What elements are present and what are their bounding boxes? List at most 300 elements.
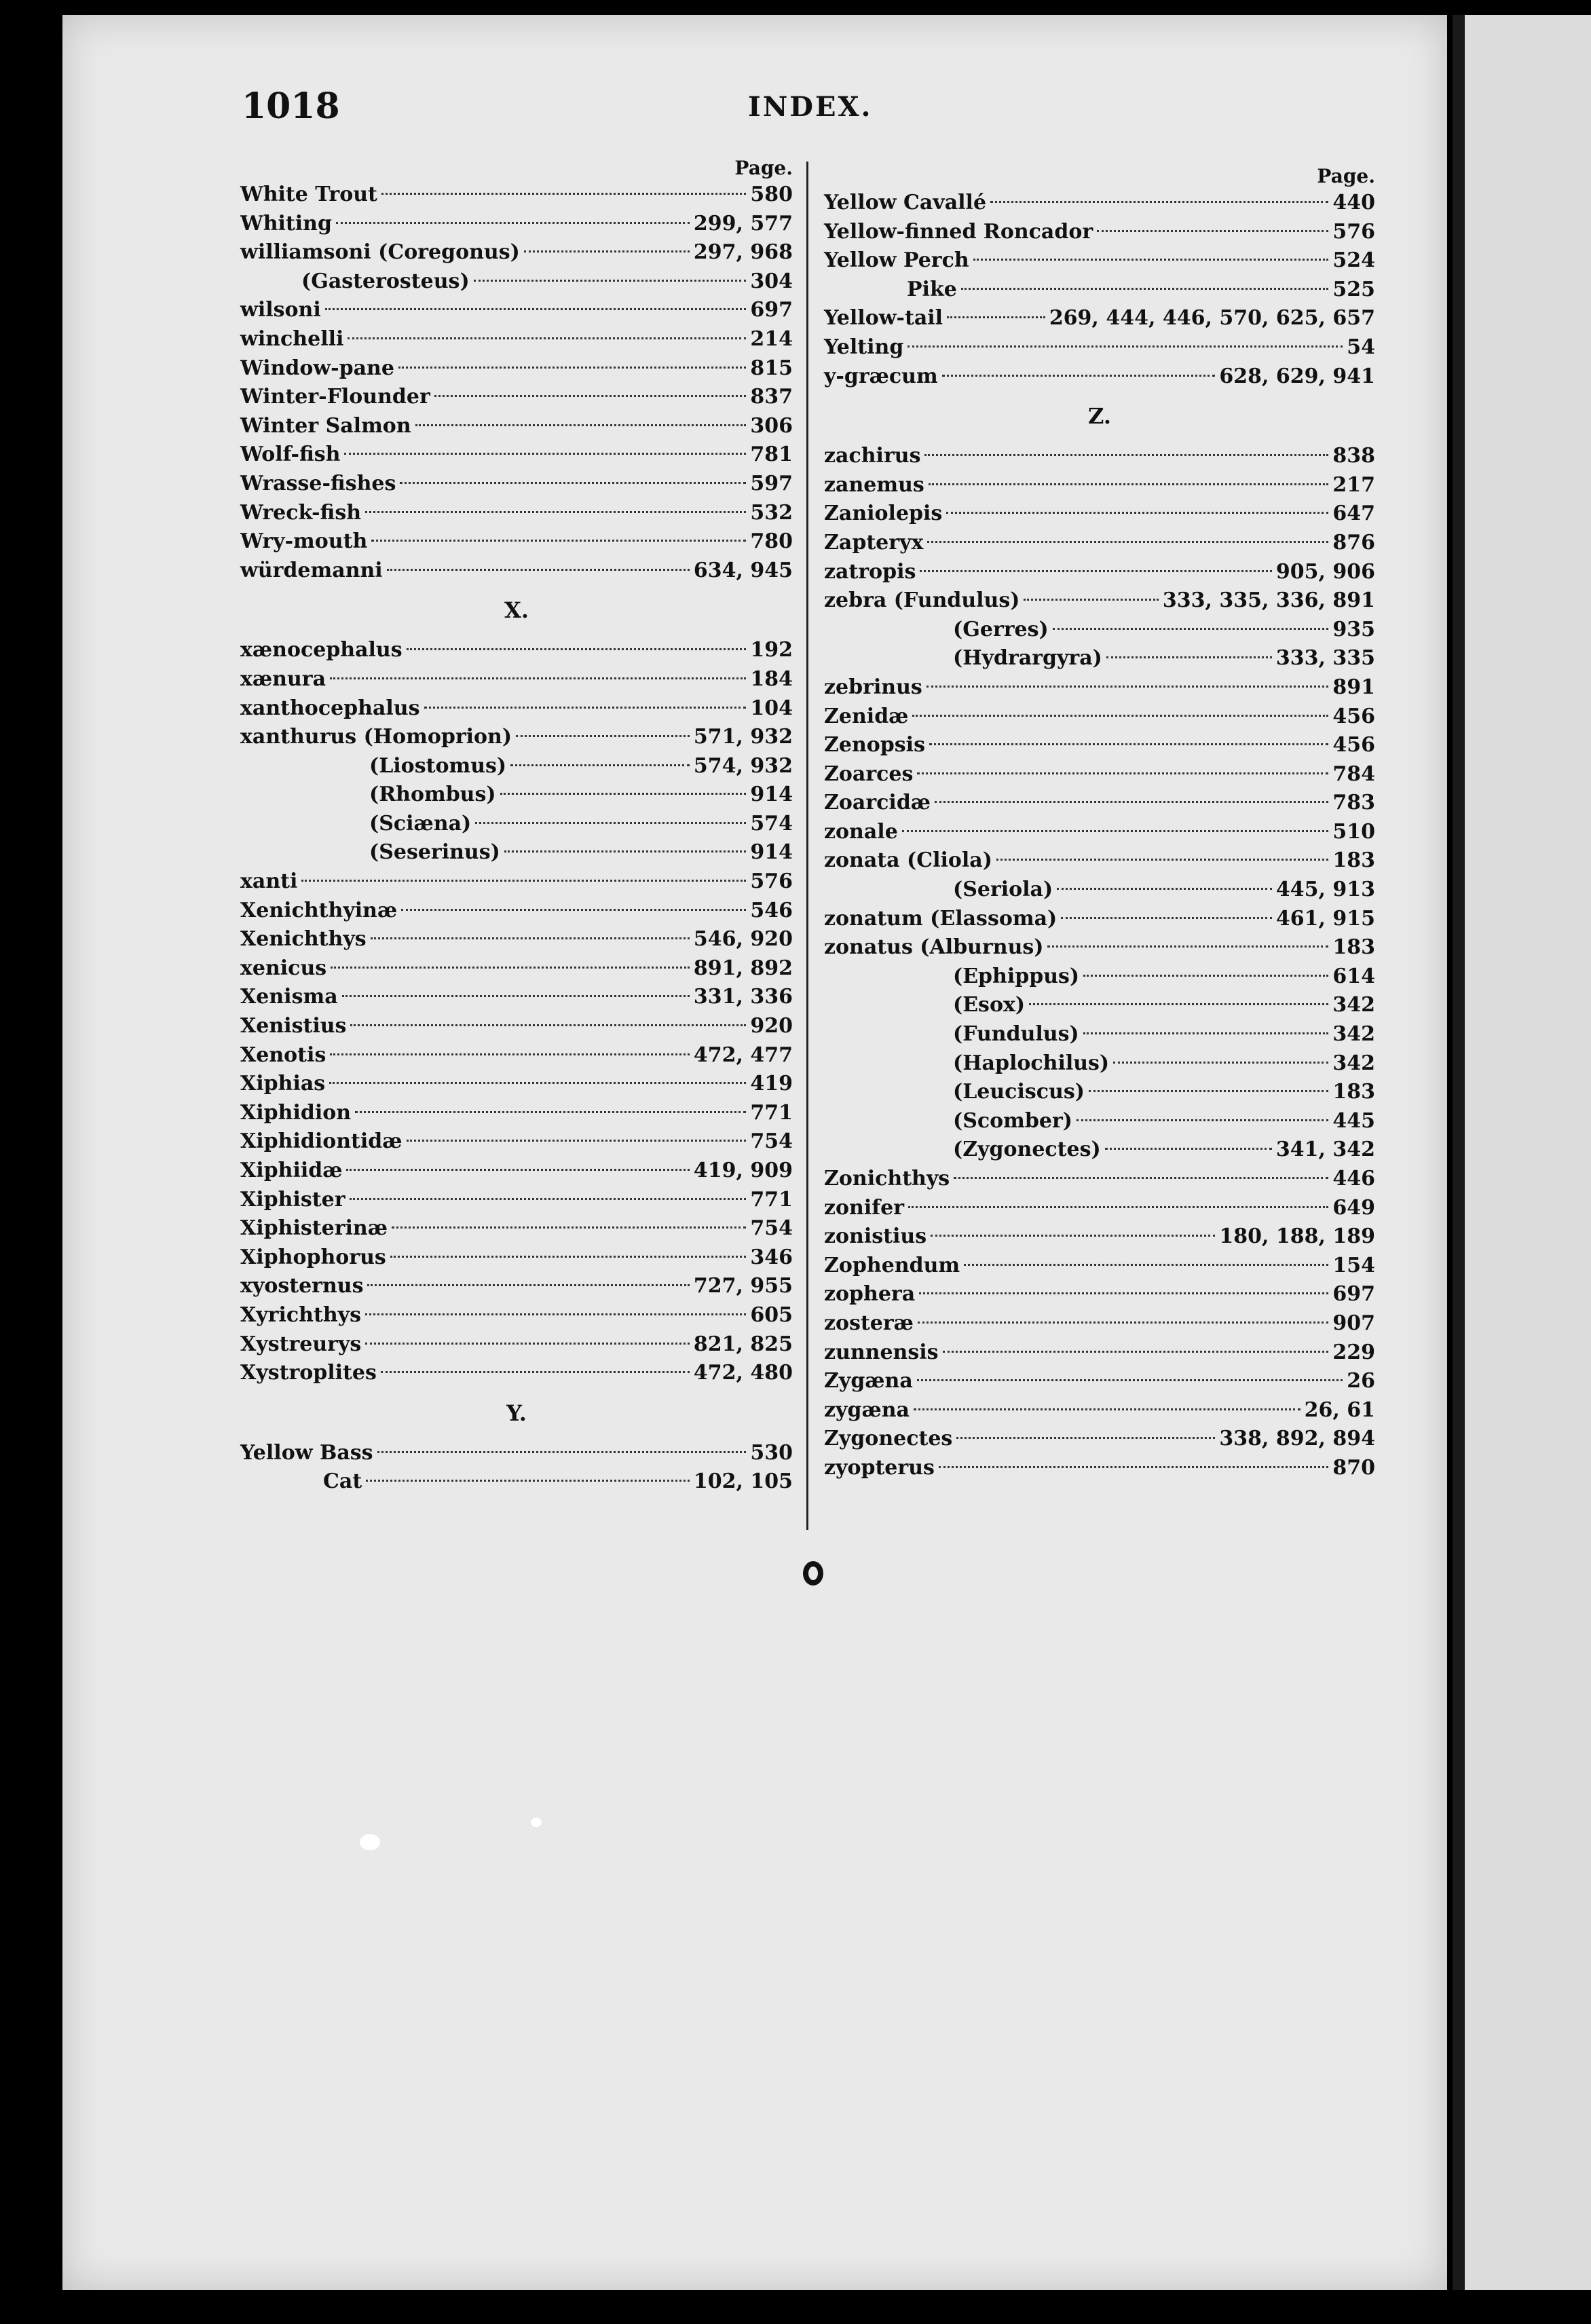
index-term: zonatus (Alburnus) (824, 935, 1044, 960)
dot-leader (350, 1024, 746, 1026)
page-references: 297, 968 (693, 240, 793, 265)
index-entry (824, 1396, 1375, 1425)
page-references: 614 (1332, 964, 1375, 988)
page-references: 837 (750, 385, 793, 409)
index-term: Yellow Bass (240, 1440, 373, 1465)
index-entry (824, 962, 1375, 992)
index-term: (Gasterosteus) (301, 269, 470, 293)
index-term: Pike (907, 277, 957, 301)
index-term: (Seserinus) (369, 840, 500, 865)
index-entry (240, 557, 793, 586)
index-term: White Trout (240, 183, 377, 206)
page-references: 524 (1332, 248, 1375, 273)
page-references: 754 (750, 1216, 793, 1241)
index-entry (824, 760, 1375, 789)
dot-leader (1061, 917, 1272, 919)
index-term: Zophendum (824, 1253, 960, 1277)
dot-leader (516, 735, 690, 737)
index-term: (Seriola) (953, 878, 1053, 902)
index-term: Xenisma (240, 985, 338, 1009)
index-term: (Scomber) (953, 1108, 1072, 1133)
index-entry (824, 189, 1375, 218)
index-term: Xiphister (240, 1187, 345, 1212)
dot-leader (961, 288, 1329, 290)
column-divider (806, 162, 808, 1530)
index-term: Xiphias (240, 1072, 326, 1096)
index-entry (824, 1425, 1375, 1454)
index-entry (824, 362, 1375, 392)
page-references: 870 (1332, 1455, 1375, 1480)
page-references: 815 (750, 356, 793, 380)
index-term: Yelting (824, 335, 904, 359)
index-term: Zoarces (824, 762, 914, 786)
dot-leader (1053, 628, 1329, 630)
dot-leader (943, 1351, 1329, 1353)
page-references: 184 (750, 667, 793, 691)
index-entry (240, 1214, 793, 1243)
dot-leader (407, 648, 747, 650)
dot-leader (939, 1466, 1328, 1468)
dot-leader (990, 201, 1328, 203)
page-references: 217 (1332, 472, 1375, 497)
page-references: 597 (750, 471, 793, 495)
index-entry (824, 1280, 1375, 1309)
index-term: xanti (240, 869, 298, 894)
page-references: 333, 335 (1275, 646, 1375, 671)
dot-leader (1029, 1003, 1328, 1005)
page-references: 649 (1332, 1195, 1375, 1220)
index-entry (824, 246, 1375, 276)
index-term: (Leuciscus) (953, 1080, 1085, 1104)
index-entry (824, 731, 1375, 760)
index-term: Xiphidiontidæ (240, 1129, 403, 1154)
index-term: zosteræ (824, 1311, 914, 1335)
dot-leader (355, 1111, 746, 1113)
dot-leader (996, 859, 1328, 861)
index-term: wilsoni (240, 298, 321, 322)
page-references: 771 (750, 1100, 793, 1125)
index-entry (240, 781, 793, 810)
page-references: 546 (750, 898, 793, 922)
page-references: 576 (750, 869, 793, 894)
page-references: 304 (750, 269, 793, 293)
index-term: Yellow Cavallé (824, 191, 987, 214)
page-references: 342 (1332, 1051, 1375, 1075)
index-term: Xenichthys (240, 927, 367, 952)
page-references: 229 (1332, 1340, 1375, 1364)
index-term: Wreck-fish (240, 500, 362, 525)
page-references: 104 (750, 696, 793, 720)
page-references: 821, 825 (693, 1332, 793, 1356)
dot-leader (331, 967, 690, 969)
index-entry (240, 665, 793, 694)
index-entry (240, 354, 793, 383)
dot-leader (474, 280, 747, 282)
index-term: Zenopsis (824, 733, 925, 757)
index-entry (240, 636, 793, 665)
page-references: 876 (1332, 530, 1375, 555)
page-references: 574 (750, 811, 793, 836)
page-gutter (1453, 15, 1465, 2290)
index-term: Xiphophorus (240, 1245, 386, 1269)
index-term: zachirus (824, 444, 921, 468)
page-references: 525 (1332, 277, 1375, 301)
index-entry (240, 1301, 793, 1330)
page-references: 891 (1332, 675, 1375, 699)
page-references: 269, 444, 446, 570, 625, 657 (1049, 306, 1375, 331)
dot-leader (1105, 1148, 1272, 1150)
section-letter-heading: Y. (506, 1400, 527, 1426)
dot-leader (917, 772, 1328, 774)
index-entry (824, 1309, 1375, 1338)
dot-leader (348, 337, 746, 339)
index-entry (240, 1099, 793, 1128)
page-references: 935 (1332, 617, 1375, 641)
dot-leader (947, 316, 1045, 318)
index-entry (240, 1359, 793, 1388)
page-references: 26, 61 (1304, 1398, 1375, 1422)
index-entry (240, 181, 793, 210)
page-references: 419 (750, 1072, 793, 1096)
page-references: 576 (1332, 219, 1375, 244)
index-term: Wry-mouth (240, 529, 368, 554)
index-entry (240, 1330, 793, 1360)
index-entry (824, 333, 1375, 362)
index-entry (240, 499, 793, 528)
dot-leader (1083, 975, 1328, 977)
index-term: xænocephalus (240, 638, 403, 662)
dot-leader (524, 250, 690, 252)
dot-leader (954, 1177, 1328, 1179)
index-entry (240, 1186, 793, 1215)
index-term: Xiphidion (240, 1100, 352, 1125)
page-references: 472, 480 (693, 1361, 793, 1385)
index-term: Zenidæ (824, 704, 909, 728)
index-term: (Fundulus) (953, 1022, 1079, 1047)
index-entry (824, 471, 1375, 500)
dot-leader (392, 1226, 746, 1229)
index-term: winchelli (240, 326, 344, 351)
index-term: Zygonectes (824, 1427, 953, 1451)
dot-leader (1077, 1119, 1328, 1121)
index-term: Zapteryx (824, 530, 924, 555)
index-entry (824, 1165, 1375, 1194)
page-references: 333, 335, 336, 891 (1162, 588, 1375, 613)
index-entry (824, 1222, 1375, 1252)
section-letter-heading: X. (504, 597, 529, 624)
index-term: zebrinus (824, 675, 922, 699)
index-entry (240, 1157, 793, 1186)
index-entry (240, 1439, 793, 1468)
dot-leader (1089, 1090, 1328, 1092)
dot-leader (924, 454, 1328, 456)
dot-leader (908, 1206, 1328, 1208)
index-entry (240, 412, 793, 441)
index-entry (240, 1243, 793, 1273)
index-entry (240, 954, 793, 983)
index-entry (240, 810, 793, 839)
index-entry (824, 789, 1375, 818)
dot-leader (912, 715, 1328, 717)
index-term: zebra (Fundulus) (824, 588, 1020, 613)
dot-leader (371, 540, 746, 542)
dot-leader (377, 1451, 747, 1453)
index-term: (Zygonectes) (953, 1138, 1101, 1162)
index-entry (824, 529, 1375, 558)
page-references: 214 (750, 326, 793, 351)
page-references: 445 (1332, 1108, 1375, 1133)
dot-leader (920, 570, 1271, 572)
page-references: 574, 932 (693, 753, 793, 778)
page-references: 102, 105 (693, 1469, 793, 1494)
page-references: 891, 892 (693, 956, 793, 980)
dot-leader (500, 793, 747, 795)
index-term: zonatum (Elassoma) (824, 906, 1057, 931)
page-references: 192 (750, 638, 793, 662)
index-entry (240, 1127, 793, 1157)
page-references: 342 (1332, 1022, 1375, 1047)
index-term: Zoarcidæ (824, 791, 931, 815)
dot-leader (929, 743, 1328, 745)
dot-leader (973, 259, 1329, 261)
index-entry (824, 442, 1375, 471)
page-references: 183 (1332, 848, 1375, 873)
index-term: zonata (Cliola) (824, 848, 992, 873)
index-term: (Gerres) (953, 617, 1049, 641)
index-entry (824, 876, 1375, 905)
index-entry (240, 1070, 793, 1099)
index-term: Window-pane (240, 356, 394, 380)
index-entry (824, 1020, 1375, 1049)
facing-page-edge (1465, 15, 1591, 2290)
index-entry (240, 867, 793, 897)
page-references: 754 (750, 1129, 793, 1154)
index-entry (824, 1454, 1375, 1483)
index-entry (240, 925, 793, 954)
dot-leader (346, 1169, 689, 1171)
index-entry (824, 1252, 1375, 1281)
page-column-label: Page. (734, 157, 793, 179)
dot-leader (342, 995, 690, 997)
index-entry (240, 267, 793, 297)
dot-leader (475, 822, 746, 824)
index-entry (824, 558, 1375, 587)
dot-leader (942, 375, 1216, 377)
dot-leader (504, 850, 747, 852)
index-term: Xystroplites (240, 1361, 377, 1385)
page-references: 26 (1347, 1369, 1375, 1393)
dot-leader (365, 511, 746, 513)
dot-leader (344, 453, 746, 455)
index-term: xanthurus (Homoprion) (240, 725, 512, 749)
index-term: zunnensis (824, 1340, 939, 1364)
index-term: zonifer (824, 1195, 905, 1220)
dot-leader (367, 1284, 689, 1286)
dot-leader (902, 830, 1329, 832)
dot-leader (387, 569, 690, 571)
page-references: 780 (750, 529, 793, 554)
index-entry (824, 1107, 1375, 1136)
index-term: (Liostomus) (369, 753, 507, 778)
index-term: Xiphisterinæ (240, 1216, 388, 1241)
page-references: 905, 906 (1275, 559, 1375, 584)
page-title: INDEX. (748, 91, 873, 123)
page-column-label: Page. (1317, 165, 1375, 187)
page-references: 628, 629, 941 (1219, 364, 1375, 388)
index-term: xyosternus (240, 1274, 364, 1298)
dot-leader (931, 1235, 1215, 1237)
index-entry (824, 644, 1375, 673)
index-entry (824, 1136, 1375, 1165)
index-term: Xenistius (240, 1014, 347, 1038)
index-term: xænura (240, 667, 326, 691)
index-term: williamsoni (Coregonus) (240, 240, 520, 265)
page-references: 914 (750, 783, 793, 807)
dot-leader (381, 1371, 690, 1373)
index-entry (240, 1012, 793, 1041)
dot-leader (434, 395, 747, 397)
page-references: 154 (1332, 1253, 1375, 1277)
index-term: Wrasse-fishes (240, 471, 396, 495)
index-term: (Esox) (953, 993, 1026, 1017)
index-term: Cat (323, 1469, 362, 1494)
index-term: zonistius (824, 1224, 927, 1249)
index-term: xanthocephalus (240, 696, 420, 720)
dot-leader (1113, 1062, 1328, 1064)
page-references: 647 (1332, 502, 1375, 526)
page-references: 54 (1347, 335, 1375, 359)
index-entry (240, 238, 793, 267)
index-term: (Hydrargyra) (953, 646, 1102, 671)
dot-leader (381, 193, 746, 195)
dot-leader (935, 801, 1328, 803)
page-references: 781 (750, 443, 793, 467)
page-references: 306 (750, 413, 793, 438)
index-entry (240, 383, 793, 412)
index-entry (824, 1078, 1375, 1107)
index-term: zyopterus (824, 1455, 935, 1480)
dot-leader (926, 686, 1329, 688)
index-term: (Haplochilus) (953, 1051, 1110, 1075)
index-entry (240, 983, 793, 1012)
index-entry (240, 325, 793, 354)
index-entry (240, 694, 793, 724)
index-term: zonale (824, 819, 898, 844)
index-entry (824, 905, 1375, 934)
dot-leader (956, 1437, 1215, 1439)
dot-leader (371, 937, 690, 939)
dot-leader (964, 1264, 1328, 1266)
page-references: 727, 955 (693, 1274, 793, 1298)
page-references: 346 (750, 1245, 793, 1269)
index-column-left (240, 156, 793, 1497)
index-entry (824, 673, 1375, 702)
page-number: 1018 (242, 86, 340, 127)
page-references: 838 (1332, 444, 1375, 468)
page-references: 783 (1332, 791, 1375, 815)
index-term: Zonichthys (824, 1167, 950, 1191)
page-references: 440 (1332, 191, 1375, 214)
index-term: Xiphiidæ (240, 1159, 343, 1182)
dot-leader (407, 1140, 747, 1142)
index-term: Xenotis (240, 1043, 326, 1067)
index-term: zatropis (824, 559, 916, 584)
dot-leader (927, 541, 1328, 543)
index-entry (824, 1367, 1375, 1396)
dot-leader (929, 483, 1329, 485)
page-references: 472, 477 (693, 1043, 793, 1067)
page-references: 331, 336 (693, 985, 793, 1009)
index-term: würdemanni (240, 558, 383, 582)
index-entry (240, 897, 793, 926)
index-term: zanemus (824, 472, 924, 497)
dot-leader (301, 880, 746, 882)
page-references: 183 (1332, 1080, 1375, 1104)
dot-leader (365, 1343, 690, 1345)
page-references: 605 (750, 1302, 793, 1327)
section-letter-heading: Z. (1088, 403, 1111, 430)
dot-leader (914, 1408, 1300, 1410)
index-entry (824, 304, 1375, 333)
index-term: Winter Salmon (240, 413, 411, 438)
index-term: Winter-Flounder (240, 385, 430, 409)
page-references: 446 (1332, 1167, 1375, 1191)
dot-leader (1083, 1032, 1329, 1034)
index-term: zophera (824, 1282, 916, 1307)
index-term: Whiting (240, 211, 332, 236)
index-term: (Sciæna) (369, 811, 472, 836)
page-references: 571, 932 (693, 725, 793, 749)
dot-leader (1057, 888, 1272, 890)
dot-leader (510, 764, 690, 766)
paper-blemish (531, 1818, 542, 1827)
page-references: 920 (750, 1014, 793, 1038)
page-references: 419, 909 (693, 1159, 793, 1182)
index-entry (824, 1049, 1375, 1079)
index-term: zygæna (824, 1398, 910, 1422)
dot-leader (1106, 656, 1272, 658)
index-entry (824, 1194, 1375, 1223)
page-references: 445, 913 (1275, 878, 1375, 902)
index-term: Zaniolepis (824, 502, 943, 526)
page-references: 342 (1332, 993, 1375, 1017)
index-entry (824, 586, 1375, 616)
dot-leader (401, 909, 746, 911)
dot-leader (918, 1322, 1328, 1324)
index-term: Yellow-tail (824, 306, 943, 331)
index-entry (240, 723, 793, 752)
dot-leader (390, 1256, 747, 1258)
dot-leader (336, 222, 690, 224)
index-term: Yellow-finned Roncador (824, 219, 1093, 244)
index-entry (824, 991, 1375, 1020)
dot-leader (330, 1053, 690, 1055)
index-entry (240, 441, 793, 470)
index-entry (240, 1272, 793, 1301)
dot-leader (400, 482, 746, 484)
dot-leader (350, 1198, 747, 1200)
page-references: 697 (1332, 1282, 1375, 1307)
index-term: y-græcum (824, 364, 938, 388)
index-entry (824, 276, 1375, 305)
page-header (178, 84, 1400, 138)
page-references: 784 (1332, 762, 1375, 786)
page-references: 456 (1332, 704, 1375, 728)
dot-leader (1024, 599, 1158, 601)
index-column-right (824, 156, 1375, 1483)
dot-leader (919, 1292, 1328, 1294)
dot-leader (365, 1313, 746, 1315)
